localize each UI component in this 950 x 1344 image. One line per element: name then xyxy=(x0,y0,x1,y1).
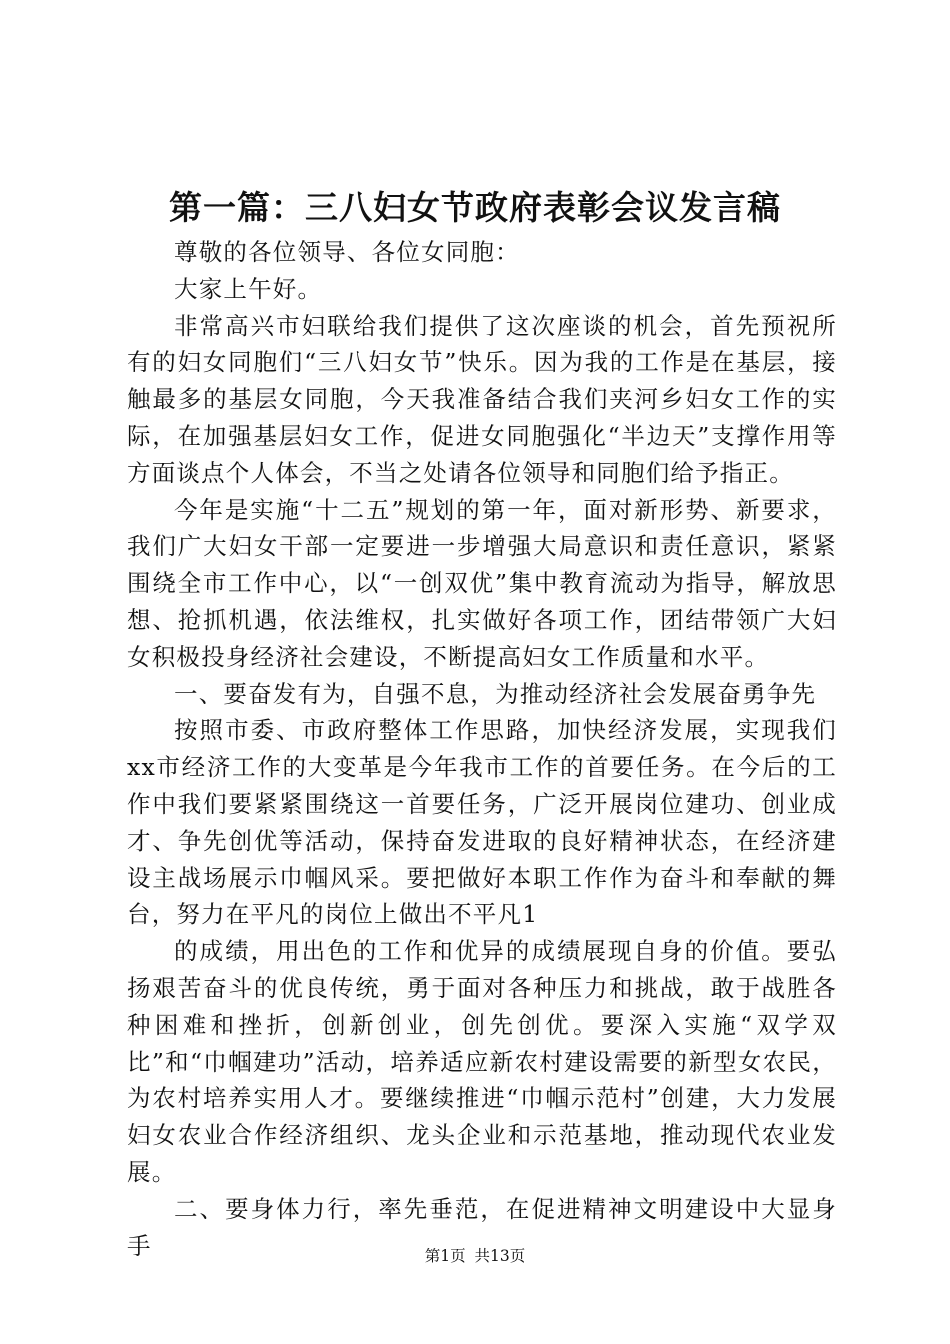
page-number: 第1页 xyxy=(424,1247,466,1265)
section-heading: 二、要身体力行，率先垂范，在促进精神文明建设中大显身手 xyxy=(127,1194,837,1260)
body-paragraph: 的成绩，用出色的工作和优异的成绩展现自身的价值。要弘扬艰苦奋斗的优良传统，勇于面对各种压力和挑战，敢于战胜各种困难和挫折，创新创业，创先创优。要深入实施“双学双比”和“巾帼建功”活动，培养适应新农村建设需要的新型女农民，为农村培养实用人才。要继续推进“巾帼示范村”创建，大力发展妇女农业合作经济组织、龙头企业和示范基地，推动现代农业发展。 xyxy=(127,937,837,1186)
body-paragraph: 按照市委、市政府整体工作思路，加快经济发展，实现我们xx市经济工作的大变革是今年我市工作的首要任务。在今后的工作中我们要紧紧围绕这一首要任务，广泛开展岗位建功、创业成才、争先创优等活动，保持奋发进取的良好精神状态，在经济建设主战场展示巾帼风采。要把做好本职工作作为奋斗和奉献的舞台，努力在平凡的岗位上做出不平凡1 xyxy=(127,716,837,929)
page-footer xyxy=(0,1245,950,1267)
page-total: 共13页 xyxy=(474,1247,526,1265)
document-body xyxy=(127,234,837,1264)
salutation-paragraph: 尊敬的各位领导、各位女同胞： xyxy=(174,238,520,266)
body-paragraph: 非常高兴市妇联给我们提供了这次座谈的机会，首先预祝所有的妇女同胞们“三八妇女节”快乐。因为我的工作是在基层，接触最多的基层女同胞，今天我准备结合我们夹河乡妇女工作的实际，在加强基层妇女工作，促进女同胞强化“半边天”支撑作用等方面谈点个人体会，不当之处请各位领导和同胞们给予指正。 xyxy=(127,311,837,487)
section-heading: 一、要奋发有为，自强不息，为推动经济社会发展奋勇争先 xyxy=(174,679,817,708)
body-paragraph: 今年是实施“十二五”规划的第一年，面对新形势、新要求，我们广大妇女干部一定要进一步增强大局意识和责任意识，紧紧围绕全市工作中心，以“一创双优”集中教育流动为指导，解放思想、抢抓机遇，依法维权，扎实做好各项工作，团结带领广大妇女积极投身经济社会建设，不断提高妇女工作质量和水平。 xyxy=(127,495,837,671)
document-title: 第一篇：三八妇女节政府表彰会议发言稿 xyxy=(169,188,781,227)
greeting-paragraph: 大家上午好。 xyxy=(174,274,323,303)
